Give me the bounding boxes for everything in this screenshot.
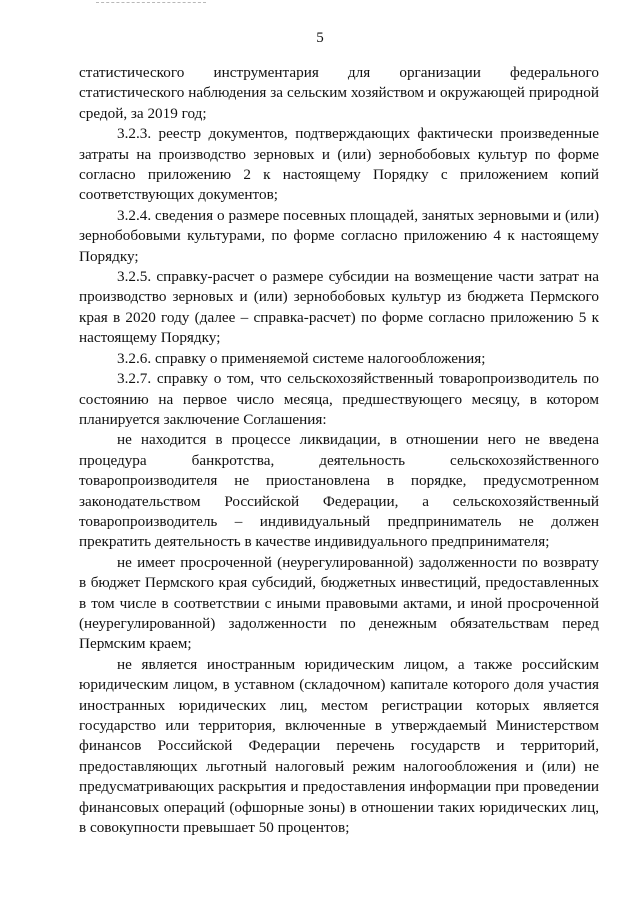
paragraph: статистического инструментария для организации федерального статистического наблюдения за сельским хозяйством и окружающей природной средой, за 2019 год; — [79, 64, 599, 122]
page-number: 5 — [316, 30, 324, 46]
paragraph: 3.2.4. сведения о размере посевных площадей, занятых зерновыми и (или) зернобобовыми культурами, по форме согласно приложению 4 к настоящему Порядку; — [79, 206, 599, 265]
paragraph: 3.2.3. реестр документов, подтверждающих фактически произведенные затраты на производство зерновых и (или) зернобобовых культур по форме согласно приложению 2 к настоящему Порядку с приложением копий соответствующих документов; — [79, 125, 599, 204]
paragraph: не находится в процессе ликвидации, в отношении него не введена процедура банкротства, деятельность сельскохозяйственного товаропроизводителя не приостановлена в порядке, предусмотренном законодательством Российской Федерации, а сельскохозяйственный товаропроизводитель – индивидуальный предприниматель не должен прекратить деятельность в качестве индивидуального предпринимателя; — [79, 431, 599, 551]
paragraph: не является иностранным юридическим лицом, а также российским юридическим лицом, в уставном (складочном) капитале которого доля участия иностранных юридических лиц, местом регистрации которых является государство или территория, включенные в утверждаемый Министерством финансов Российской Федерации перечень государств и территорий, предоставляющих льготный налоговый режим налогообложения и (или) не предусматривающих раскрытия и предоставления информации при проведении финансовых операций (офшорные зоны) в отношении таких юридических лиц, в совокупности превышает 50 процентов; — [79, 655, 599, 837]
paragraph: 3.2.7. справку о том, что сельскохозяйственный товаропроизводитель по состоянию на первое число месяца, предшествующего месяцу, в котором планируется заключение Соглашения: — [79, 370, 599, 428]
document-body — [79, 63, 599, 838]
scan-edge-mark — [96, 2, 206, 5]
paragraph: не имеет просроченной (неурегулированной) задолженности по возврату в бюджет Пермского края субсидий, бюджетных инвестиций, предоставленных в том числе в соответствии с иными правовыми актами, и иной просроченной (неурегулированной) задолженности по денежным обязательствам перед Пермским краем; — [79, 553, 599, 653]
paragraph: 3.2.6. справку о применяемой системе налогообложения; — [117, 349, 486, 367]
paragraph: 3.2.5. справку-расчет о размере субсидии на возмещение части затрат на производство зерновых и (или) зернобобовых культур из бюджета Пермского края в 2020 году (далее – справка-расчет) по форме согласно приложению 5 к настоящему Порядку; — [79, 268, 599, 347]
